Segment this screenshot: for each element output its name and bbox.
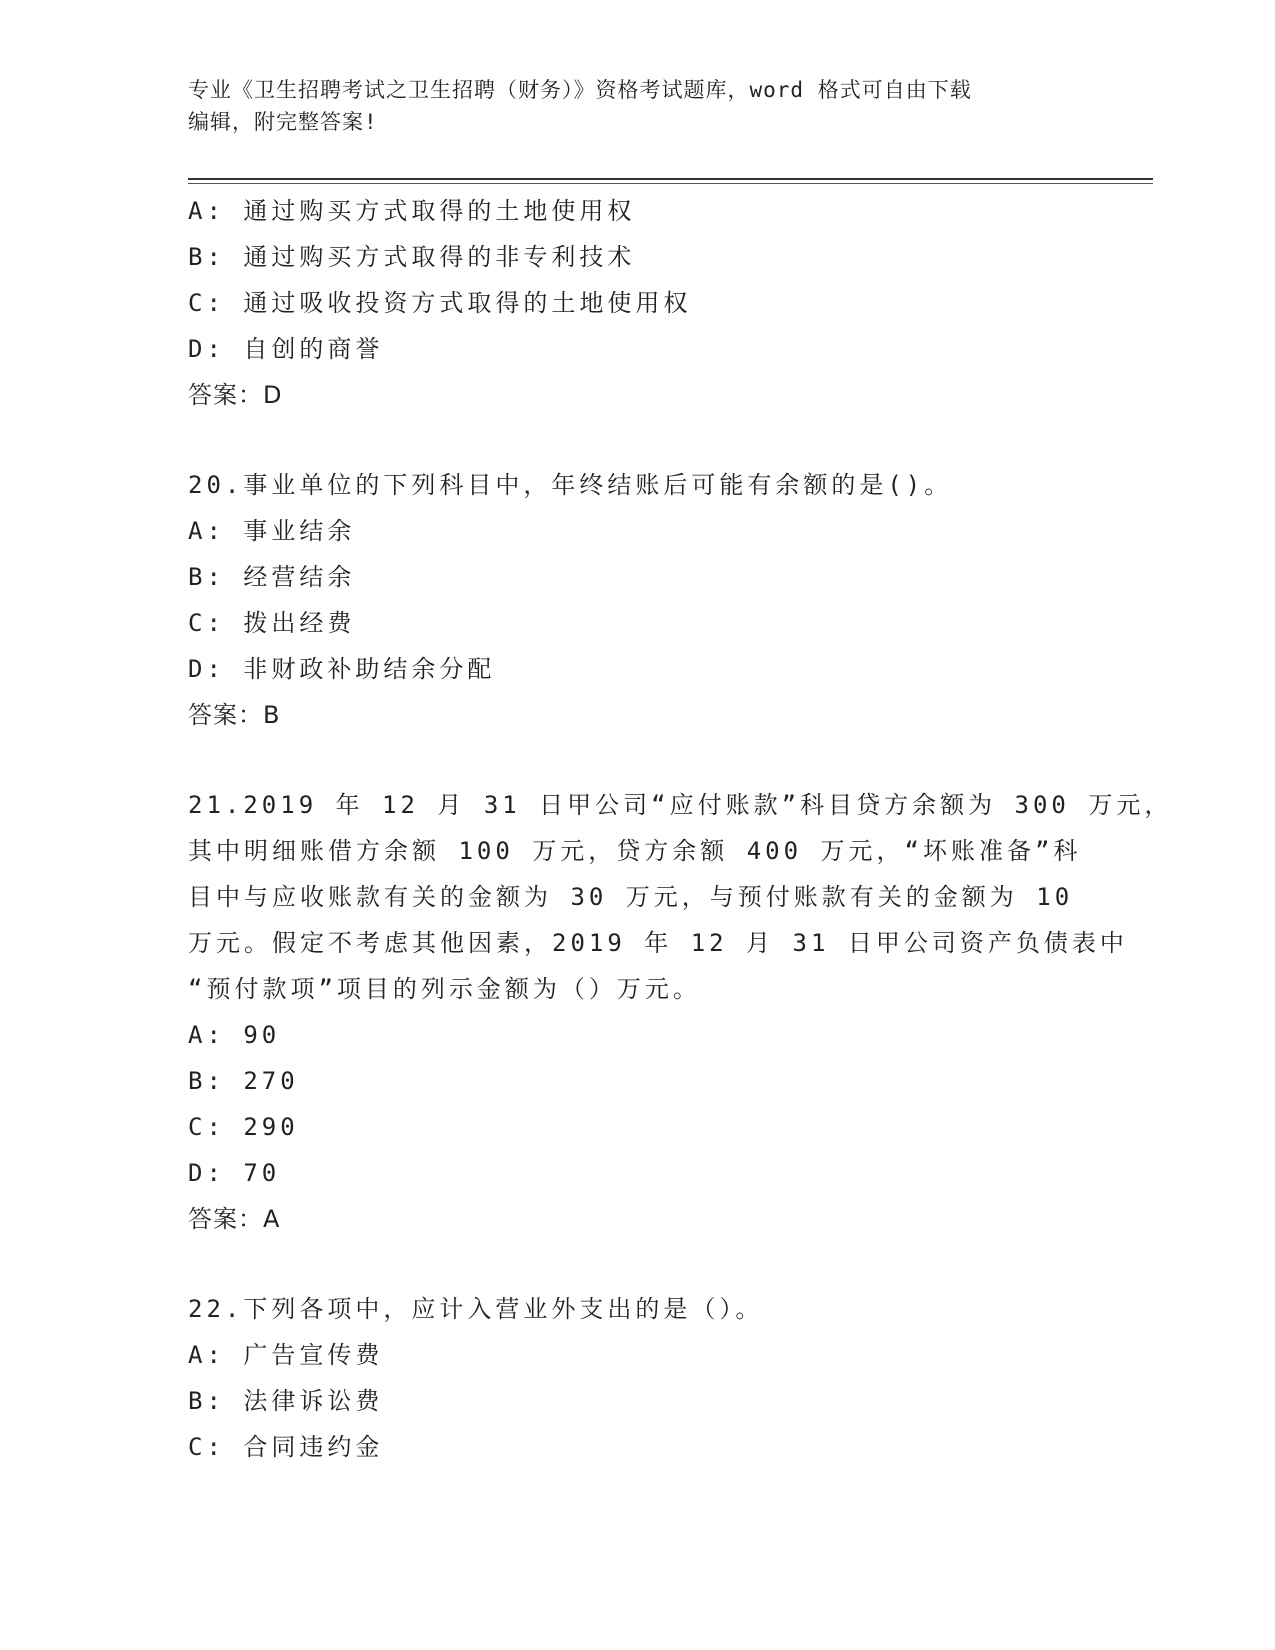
spacer <box>188 1242 1088 1286</box>
header-divider-thick <box>188 178 1153 180</box>
option-c: C: 290 <box>188 1113 299 1141</box>
question-stem-line: 21.2019 年 12 月 31 日甲公司“应付账款”科目贷方余额为 300 万元， <box>188 791 1173 819</box>
question-19 <box>188 188 1088 418</box>
spacer <box>188 738 1088 782</box>
option-d: D: 70 <box>188 1159 281 1187</box>
option-b: B: 通过购买方式取得的非专利技术 <box>188 243 636 271</box>
option-b: B: 法律诉讼费 <box>188 1387 384 1415</box>
option-b: B: 270 <box>188 1067 299 1095</box>
question-22 <box>188 1286 1088 1470</box>
answer-label: 答案：D <box>188 381 283 409</box>
spacer <box>188 418 1088 462</box>
option-d: D: 非财政补助结余分配 <box>188 655 496 683</box>
option-c: C: 拨出经费 <box>188 609 356 637</box>
question-stem-line: 目中与应收账款有关的金额为 30 万元，与预付账款有关的金额为 10 <box>188 883 1074 911</box>
question-body <box>188 188 1173 1470</box>
option-a: A: 通过购买方式取得的土地使用权 <box>188 197 636 225</box>
answer-label: 答案：A <box>188 1205 281 1233</box>
option-a: A: 广告宣传费 <box>188 1341 384 1369</box>
question-stem-line: “预付款项”项目的列示金额为（）万元。 <box>188 975 701 1003</box>
question-stem-line: 万元。假定不考虑其他因素，2019 年 12 月 31 日甲公司资产负债表中 <box>188 929 1128 957</box>
header-divider-thin <box>188 183 1153 184</box>
option-a: A: 90 <box>188 1021 281 1049</box>
question-stem <box>188 782 1173 1012</box>
option-b: B: 经营结余 <box>188 563 356 591</box>
header-line-2: 编辑，附完整答案! <box>188 110 378 134</box>
option-a: A: 事业结余 <box>188 517 356 545</box>
option-d: D: 自创的商誉 <box>188 335 384 363</box>
option-c: C: 合同违约金 <box>188 1433 384 1461</box>
question-stem-line: 其中明细账借方余额 100 万元，贷方余额 400 万元，“坏账准备”科 <box>188 837 1082 865</box>
answer-label: 答案：B <box>188 701 281 729</box>
question-stem: 22.下列各项中，应计入营业外支出的是（）。 <box>188 1295 764 1323</box>
question-stem: 20.事业单位的下列科目中，年终结账后可能有余额的是()。 <box>188 471 953 499</box>
document-header <box>188 74 1068 138</box>
option-c: C: 通过吸收投资方式取得的土地使用权 <box>188 289 692 317</box>
header-line-1: 专业《卫生招聘考试之卫生招聘（财务）》资格考试题库，word 格式可自由下载 <box>188 78 972 102</box>
question-21 <box>188 782 1173 1242</box>
question-20 <box>188 462 1088 738</box>
